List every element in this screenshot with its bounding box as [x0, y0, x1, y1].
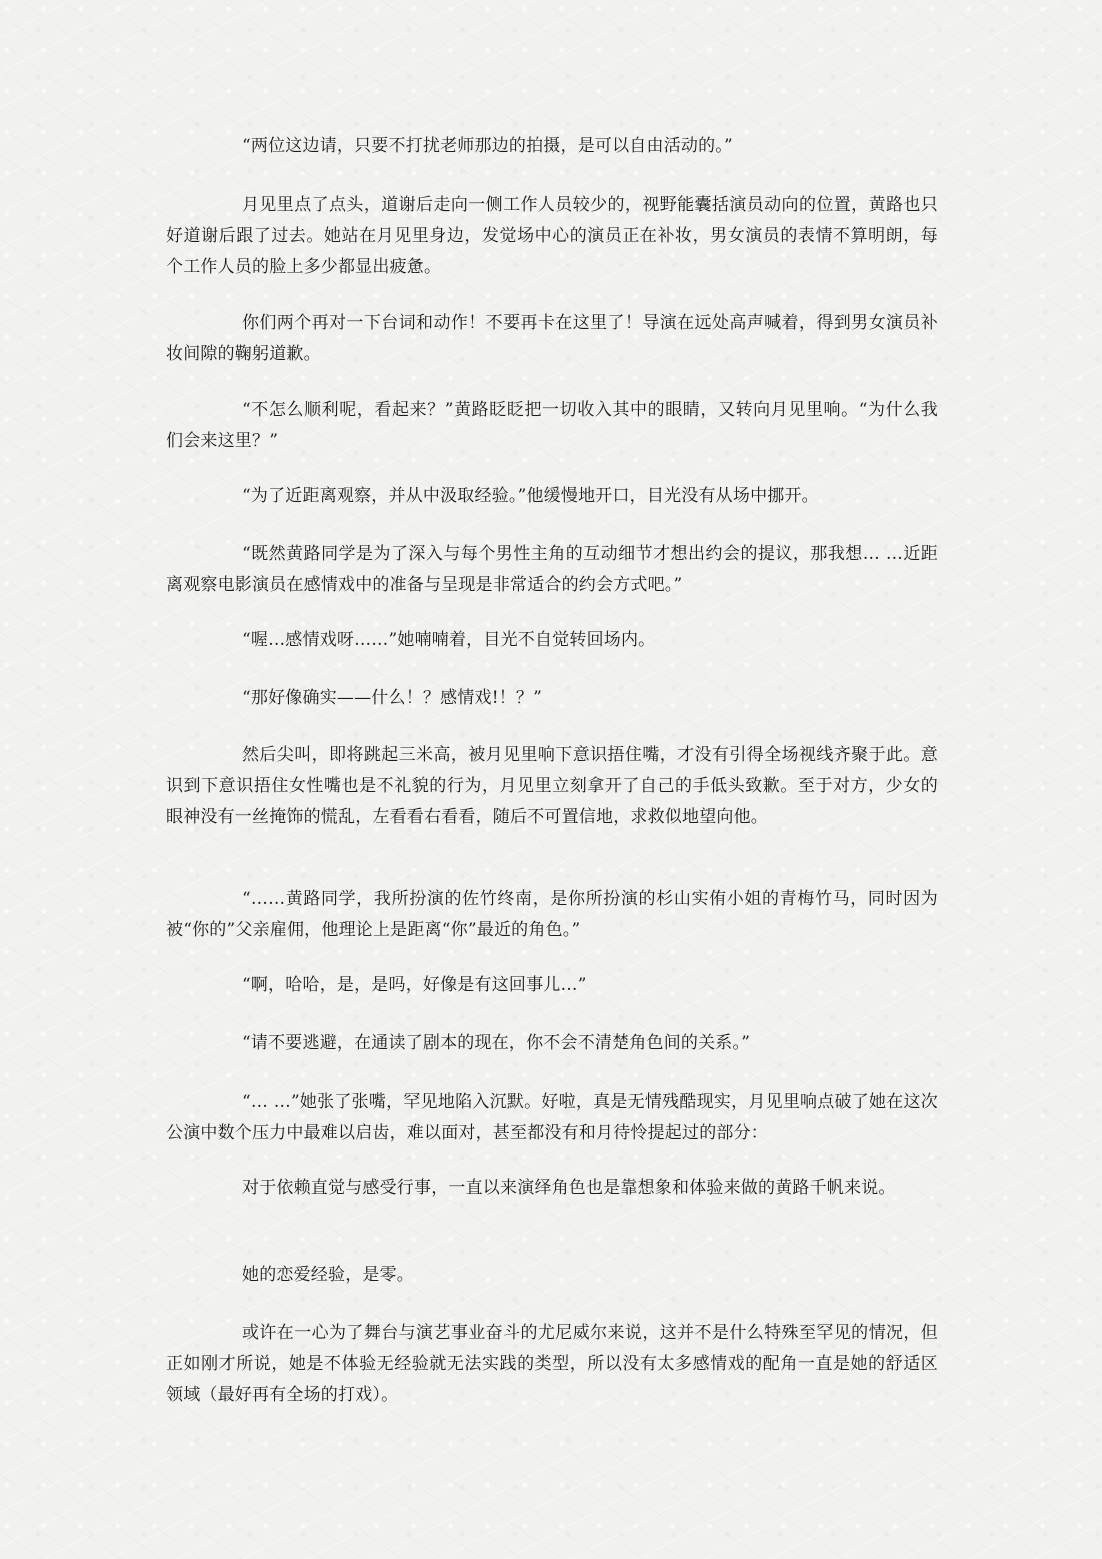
paragraph-15: 她的恋爱经验，是零。 [242, 1265, 414, 1285]
paragraph-11: “啊，哈哈，是，是吗，好像是有这回事儿…” [242, 975, 587, 995]
paragraph-4: “不怎么顺利呢，看起来？”黄路眨眨把一切收入其中的眼睛，又转向月见里响。“为什么我们会来这里？” [166, 400, 938, 451]
paragraph-6: “既然黄路同学是为了深入与每个男性主角的互动细节才想出约会的提议，那我想… …近距离观察电影演员在感情戏中的准备与呈现是非常适合的约会方式吧。” [166, 544, 938, 595]
paragraph-13: “… …”她张了张嘴，罕见地陷入沉默。好啦，真是无情残酷现实，月见里响点破了她在这次公演中数个压力中最难以启齿，难以面对，甚至都没有和月待怜提起过的部分： [166, 1092, 938, 1143]
paragraph-10: “……黄路同学，我所扮演的佐竹终南，是你所扮演的杉山实侑小姐的青梅竹马，同时因为被“你的”父亲雇佣，他理论上是距离“你”最近的角色。” [166, 889, 938, 940]
paragraph-2: 月见里点了点头，道谢后走向一侧工作人员较少的，视野能囊括演员动向的位置，黄路也只好道谢后跟了过去。她站在月见里身边，发觉场中心的演员正在补妆，男女演员的表情不算明朗，每个工作人员的脸上多少都显出疲惫。 [166, 195, 938, 277]
paragraph-16: 或许在一心为了舞台与演艺事业奋斗的尤尼威尔来说，这并不是什么特殊至罕见的情况，但正如刚才所说，她是不体验无经验就无法实践的类型，所以没有太多感情戏的配角一直是她的舒适区领域（最好再有全场的打戏）。 [166, 1323, 938, 1405]
paragraph-5: “为了近距离观察，并从中汲取经验。”他缓慢地开口，目光没有从场中挪开。 [242, 486, 819, 506]
paragraph-3: 你们两个再对一下台词和动作！不要再卡在这里了！导演在远处高声喊着，得到男女演员补妆间隙的鞠躬道歉。 [166, 313, 938, 364]
paragraph-8: “那好像确实——什么！？感情戏!！？” [242, 688, 543, 708]
paragraph-9: 然后尖叫，即将跳起三米高，被月见里响下意识捂住嘴，才没有引得全场视线齐聚于此。意识到下意识捂住女性嘴也是不礼貌的行为，月见里立刻拿开了自己的手低头致歉。至于对方，少女的眼神没有一丝掩饰的慌乱，左看看右看看，随后不可置信地，求救似地望向他。 [166, 745, 938, 827]
paragraph-7: “喔…感情戏呀……”她喃喃着，目光不自觉转回场内。 [242, 630, 656, 650]
paragraph-1: “两位这边请，只要不打扰老师那边的拍摄，是可以自由活动的。” [242, 136, 733, 156]
paragraph-14: 对于依赖直觉与感受行事，一直以来演绎角色也是靠想象和体验来做的黄路千帆来说。 [242, 1178, 896, 1198]
paragraph-12: “请不要逃避，在通读了剧本的现在，你不会不清楚角色间的关系。” [242, 1033, 751, 1053]
